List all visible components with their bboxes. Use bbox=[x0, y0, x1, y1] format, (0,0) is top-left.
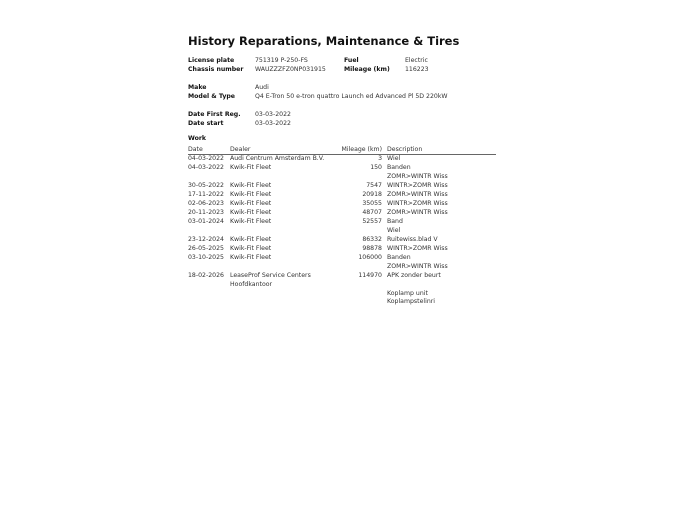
cell-dealer: Audi Centrum Amsterdam B.V. bbox=[230, 155, 325, 162]
table-row bbox=[188, 245, 496, 254]
cell-date: 20-11-2023 bbox=[188, 209, 224, 216]
chassis-label: Chassis number bbox=[188, 66, 244, 73]
table-row bbox=[188, 209, 496, 218]
table-row bbox=[188, 155, 496, 164]
cell-dealer: Kwik-Fit Fleet bbox=[230, 209, 272, 216]
cell-description: ZOMR>WINTR Wiss bbox=[387, 209, 448, 216]
cell-dealer: Kwik-Fit Fleet bbox=[230, 182, 272, 189]
date-start-label: Date start bbox=[188, 120, 224, 127]
cell-description: Wiel bbox=[387, 155, 401, 162]
col-header-date: Date bbox=[188, 146, 203, 153]
cell-date: 18-02-2026 bbox=[188, 272, 224, 279]
table-row bbox=[188, 182, 496, 191]
cell-date: 04-03-2022 bbox=[188, 155, 224, 162]
fuel-value: Electric bbox=[405, 57, 428, 64]
col-header-description: Description bbox=[387, 146, 423, 153]
model-label: Model & Type bbox=[188, 93, 236, 100]
cell-mileage: 3 bbox=[378, 155, 382, 162]
make-label: Make bbox=[188, 84, 207, 91]
cell-description: Banden bbox=[387, 164, 411, 171]
cell-date: 17-11-2022 bbox=[188, 191, 224, 198]
first-reg-label: Date First Reg. bbox=[188, 111, 241, 118]
cell-dealer: Kwik-Fit Fleet bbox=[230, 254, 272, 261]
work-section-title: Work bbox=[188, 135, 207, 142]
table-row bbox=[188, 254, 496, 263]
table-row bbox=[188, 191, 496, 200]
cell-mileage: 35055 bbox=[362, 200, 382, 207]
cell-description: ZOMR>WINTR Wiss bbox=[387, 191, 448, 198]
first-reg-value: 03-03-2022 bbox=[255, 111, 291, 118]
cell-dealer: Kwik-Fit Fleet bbox=[230, 164, 272, 171]
cell-description: APK zonder beurt bbox=[387, 272, 441, 279]
make-value: Audi bbox=[255, 84, 269, 91]
table-row bbox=[188, 236, 496, 245]
cell-description: Ruitewiss.blad V bbox=[387, 236, 438, 243]
cell-description: WINTR>ZOMR Wiss bbox=[387, 182, 448, 189]
model-value: Q4 E-Tron 50 e-tron quattro Launch ed Advanced Pl 5D 220kW bbox=[255, 93, 448, 100]
cell-date: 03-01-2024 bbox=[188, 218, 224, 225]
cell-description: Wiel bbox=[387, 227, 401, 234]
cell-date: 04-03-2022 bbox=[188, 164, 224, 171]
table-row bbox=[188, 164, 496, 173]
cell-description: WINTR>ZOMR Wiss bbox=[387, 245, 448, 252]
extra-item: Koplamp unit bbox=[387, 290, 428, 297]
cell-description: ZOMR>WINTR Wiss bbox=[387, 173, 448, 180]
license-plate-label: License plate bbox=[188, 57, 235, 64]
cell-dealer: Kwik-Fit Fleet bbox=[230, 245, 272, 252]
date-start-value: 03-03-2022 bbox=[255, 120, 291, 127]
col-header-dealer: Dealer bbox=[230, 146, 251, 153]
table-row bbox=[188, 218, 496, 227]
cell-mileage: 48707 bbox=[362, 209, 382, 216]
cell-date: 30-05-2022 bbox=[188, 182, 224, 189]
dealer-line-2: Hoofdkantoor bbox=[230, 281, 273, 288]
cell-date: 02-06-2023 bbox=[188, 200, 224, 207]
mileage-label: Mileage (km) bbox=[344, 66, 390, 73]
cell-mileage: 52557 bbox=[362, 218, 382, 225]
table-row bbox=[188, 227, 496, 236]
table-row bbox=[188, 272, 496, 281]
cell-date: 23-12-2024 bbox=[188, 236, 224, 243]
cell-mileage: 150 bbox=[370, 164, 382, 171]
cell-date: 03-10-2025 bbox=[188, 254, 224, 261]
chassis-value: WAUZZZFZ0NP031915 bbox=[255, 66, 326, 73]
cell-dealer: Kwik-Fit Fleet bbox=[230, 236, 272, 243]
cell-dealer: Kwik-Fit Fleet bbox=[230, 200, 272, 207]
table-row bbox=[188, 263, 496, 272]
table-row bbox=[188, 200, 496, 209]
cell-description: Band bbox=[387, 218, 403, 225]
cell-description: WINTR>ZOMR Wiss bbox=[387, 200, 448, 207]
cell-description: Banden bbox=[387, 254, 411, 261]
license-plate-value: 751319 P-250-FS bbox=[255, 57, 308, 64]
cell-dealer: Kwik-Fit Fleet bbox=[230, 218, 272, 225]
cell-mileage: 98878 bbox=[362, 245, 382, 252]
fuel-label: Fuel bbox=[344, 57, 359, 64]
cell-mileage: 86332 bbox=[362, 236, 382, 243]
cell-mileage: 106000 bbox=[358, 254, 382, 261]
cell-dealer: LeaseProf Service Centers bbox=[230, 272, 311, 279]
cell-mileage: 20918 bbox=[362, 191, 382, 198]
cell-description: ZOMR>WINTR Wiss bbox=[387, 263, 448, 270]
cell-mileage: 114970 bbox=[358, 272, 382, 279]
page-title: History Reparations, Maintenance & Tires bbox=[188, 34, 460, 48]
col-header-mileage: Mileage (km) bbox=[341, 146, 382, 153]
extra-item: Koplampstelinri bbox=[387, 298, 436, 305]
cell-dealer: Kwik-Fit Fleet bbox=[230, 191, 272, 198]
cell-date: 26-05-2025 bbox=[188, 245, 224, 252]
mileage-value: 116223 bbox=[405, 66, 429, 73]
table-row bbox=[188, 173, 496, 182]
cell-mileage: 7547 bbox=[366, 182, 382, 189]
